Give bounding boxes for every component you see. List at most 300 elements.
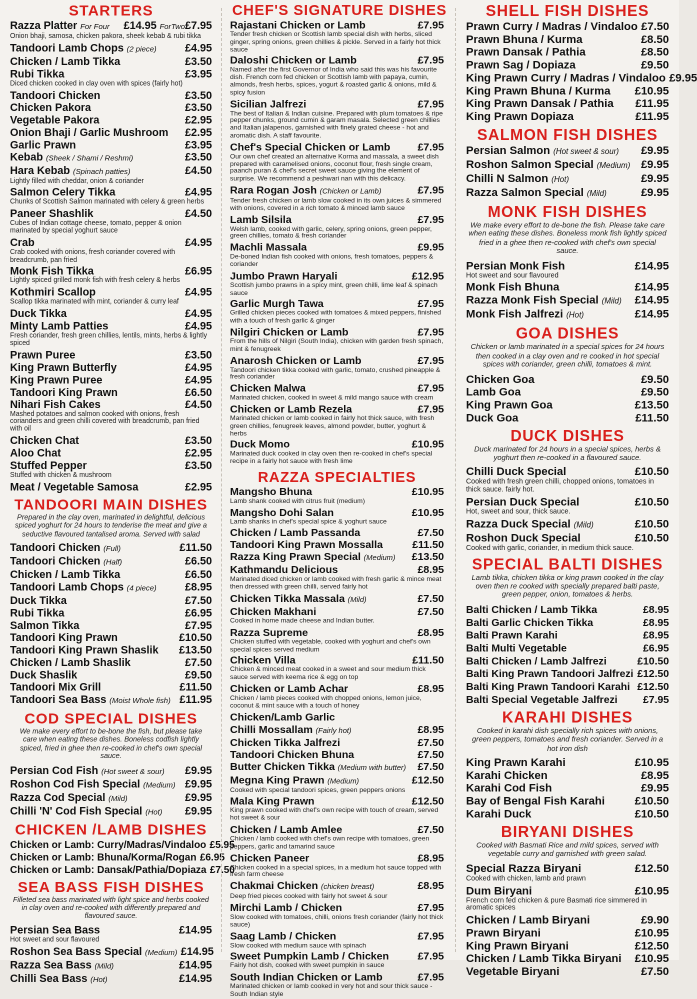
- dish-name: [230, 528, 360, 540]
- menu-item: [10, 42, 212, 56]
- dish-price: £7.50: [184, 594, 212, 608]
- dish-description: King prawn cooked with chef's own recipe with touch of cream, served hot sweet & sour: [230, 807, 439, 823]
- dish-name-text: Chicken / Lamb Amlee: [230, 824, 343, 837]
- dish-price-group: [182, 308, 212, 320]
- dish-name-text: Karahi Duck: [466, 808, 532, 821]
- dish-name-text: King Prawn Biryani: [466, 940, 569, 954]
- dish-name: [10, 792, 128, 806]
- dish-price-group: [182, 669, 212, 681]
- dish-price-group: [634, 668, 669, 681]
- dish-price-group: [631, 757, 669, 770]
- dish-name-text: Chicken / Lamb Shaslik: [10, 656, 131, 670]
- menu-item-row: [10, 556, 212, 570]
- dish-qualifier: (Mild): [347, 596, 367, 605]
- menu-item-row: [10, 435, 212, 447]
- dish-name-text: Tandoori Lamb Chops: [10, 581, 124, 594]
- dish-price: £3.50: [184, 89, 212, 102]
- dish-price: £10.95: [634, 884, 669, 898]
- dish-name-text: Tandoori Sea Bass: [10, 694, 107, 707]
- menu-item: [230, 593, 444, 606]
- menu-item: [10, 851, 225, 863]
- menu-item: [466, 795, 669, 808]
- dish-name-text: Chilli Duck Special: [466, 466, 567, 480]
- menu-item-row: [10, 89, 212, 101]
- dish-name-text: Chicken / Lamb Passanda: [230, 527, 361, 540]
- dish-price-group: [177, 946, 213, 958]
- dish-price: £11.50: [179, 681, 212, 695]
- dish-name: [10, 89, 100, 101]
- dish-price: £10.95: [411, 439, 444, 452]
- dish-price: £11.95: [635, 97, 669, 111]
- menu-item: [10, 556, 212, 570]
- dish-price-group: [414, 930, 444, 942]
- menu-item: [466, 159, 669, 173]
- dish-description: Cooked with fresh green chilli, chopped onions, tomatoes in thick sauce. fairly hot.: [466, 477, 654, 495]
- menu-item: [230, 951, 444, 971]
- menu-item: [10, 682, 212, 694]
- menu-item: [230, 185, 444, 213]
- menu-item: [230, 749, 444, 761]
- dish-price-group: [634, 655, 669, 668]
- dish-name: [466, 603, 597, 616]
- dish-qualifier: (2 piece): [126, 45, 157, 54]
- menu-item-row: [466, 642, 669, 655]
- dish-price: £12.50: [634, 940, 669, 954]
- dish-price: £12.95: [411, 270, 444, 283]
- menu-section-karahi-dishes: [466, 709, 669, 821]
- menu-item: [10, 645, 212, 657]
- dish-price-group: [408, 774, 444, 786]
- dish-name: [466, 46, 586, 59]
- menu-item-row: [466, 295, 669, 309]
- dish-price: £9.95: [640, 186, 669, 200]
- menu-item: [230, 214, 444, 241]
- dish-name-text: Chicken or Lamb: Dansak/Pathia/Dopiaza: [10, 863, 207, 875]
- dish-price-group: [634, 681, 669, 694]
- menu-item-row: [466, 518, 669, 532]
- menu-item-row: [10, 126, 212, 138]
- dish-price: £7.95: [417, 403, 444, 416]
- menu-item-row: [466, 159, 669, 173]
- dish-price: £2.95: [184, 126, 212, 139]
- dish-name-text: Tandoori Lamb Chops: [10, 42, 124, 55]
- menu-item: [466, 770, 669, 783]
- menu-item-row: [466, 616, 669, 629]
- dish-name: [466, 655, 607, 668]
- menu-item-row: [230, 711, 444, 723]
- dish-name-text: Razza Salmon Special: [466, 186, 584, 200]
- dish-name-text: Balti Garlic Chicken Tikka: [466, 616, 594, 628]
- dish-name-text: Onion Bhaji / Garlic Mushroom: [10, 126, 169, 139]
- dish-description: De-boned Indian fish cooked with onions, fresh tomatoes, peppers & coriander: [230, 253, 434, 269]
- dish-name-text: Chef's Special Chicken or Lamb: [230, 141, 391, 154]
- dish-description: Cooked with garlic, coriander, in medium thick sauce.: [466, 543, 634, 552]
- dish-price-group: [408, 507, 444, 519]
- dish-description: Deep fried pieces cooked with fairly hot sweet & sour: [230, 892, 388, 901]
- dish-price: £9.95: [640, 144, 669, 158]
- menu-item-row: [466, 282, 669, 295]
- menu-item: [466, 59, 669, 72]
- dish-name: [466, 187, 607, 201]
- dish-description: Chicken & minced meat cooked in a sweet and sour medium thick sauce served with keema rice & egg on top: [230, 666, 426, 682]
- menu-item: [230, 507, 444, 527]
- dish-name: [466, 260, 565, 273]
- menu-section-shell-fish-dishes: [466, 2, 697, 124]
- dish-price: £8.95: [643, 616, 669, 628]
- dish-name-text: Chicken or Lamb: Bhuna/Korma/Rogan: [10, 851, 197, 863]
- dish-price: £8.95: [417, 880, 444, 893]
- dish-price: £13.50: [634, 398, 669, 412]
- menu-item: [10, 607, 212, 619]
- dish-price-group: [176, 682, 212, 694]
- dish-name: [466, 927, 541, 940]
- menu-item: [466, 187, 669, 201]
- dish-name: [466, 373, 535, 386]
- dish-price-group: [637, 373, 669, 386]
- dish-name-text: Prawn Dansak / Pathia: [466, 46, 586, 60]
- menu-item-row: [230, 774, 444, 787]
- menu-item: [466, 412, 669, 425]
- menu-item: [230, 552, 444, 565]
- menu-item: [230, 972, 444, 999]
- dish-name: [466, 399, 553, 412]
- dish-name: [466, 309, 584, 323]
- dish-name-text: Chicken / Lamb Tikka: [10, 55, 121, 69]
- menu-item-row: [230, 737, 444, 749]
- dish-name: [10, 657, 131, 669]
- dish-price: £4.95: [184, 186, 212, 200]
- menu-item-row: [230, 214, 444, 226]
- dish-name-text: Jumbo Prawn Haryali: [230, 270, 338, 283]
- menu-item-row: [10, 114, 212, 126]
- menu-item: [10, 569, 212, 581]
- menu-item-row: [466, 72, 697, 85]
- menu-item-row: [10, 386, 212, 398]
- dish-name: [466, 85, 610, 98]
- dish-qualifier: (Mild): [573, 521, 594, 530]
- dish-price-group: [182, 481, 212, 493]
- menu-item: [10, 114, 212, 126]
- dish-name: [466, 518, 594, 532]
- dish-name: [10, 399, 101, 411]
- dish-name: [230, 737, 340, 749]
- dish-price-group: [632, 412, 669, 425]
- dish-name: [466, 668, 633, 681]
- menu-item-row: [466, 373, 669, 386]
- dish-description: Cooked in home made cheese and Indian butter.: [230, 617, 375, 626]
- dish-name: [466, 616, 593, 629]
- dish-price-group: [409, 540, 444, 552]
- menu-item-row: [466, 386, 669, 399]
- menu-item: [10, 165, 212, 186]
- menu-item: [466, 915, 669, 928]
- dish-name: [466, 808, 531, 821]
- dish-price: £11.95: [179, 694, 212, 707]
- menu-item: [230, 439, 444, 466]
- dish-name: [466, 386, 521, 399]
- menu-item-row: [466, 770, 669, 783]
- dish-price: £9.95: [640, 172, 669, 186]
- menu-item-row: [230, 507, 444, 519]
- dish-price-group: [182, 460, 212, 472]
- dish-qualifier: (Mild): [601, 298, 622, 307]
- dish-price: £7.95: [417, 184, 444, 197]
- dish-price-group: [414, 749, 444, 761]
- dish-price-group: [182, 237, 212, 249]
- dish-price: £6.95: [643, 641, 669, 654]
- menu-item: [466, 173, 669, 187]
- dish-qualifier: (Medium): [145, 949, 178, 957]
- dish-price: £10.50: [178, 632, 212, 645]
- dish-name-text: Chicken Tikka Massala: [230, 593, 345, 606]
- dish-name: [10, 151, 133, 165]
- menu-item-row: [10, 56, 212, 68]
- dish-name: [466, 693, 618, 706]
- dish-qualifier: (Mild): [108, 794, 128, 803]
- dish-price-group: [631, 518, 669, 531]
- dish-name: [466, 782, 552, 795]
- dish-name: [466, 282, 559, 295]
- menu-column-middle: [230, 0, 447, 999]
- menu-item-row: [10, 851, 225, 863]
- dish-name-text: Chicken Malwa: [230, 382, 306, 396]
- dish-name: [230, 749, 354, 761]
- dish-price-group: [182, 657, 212, 669]
- dish-price-group: [414, 214, 444, 226]
- dish-name-text: Chicken or Lamb Achar: [230, 683, 349, 696]
- menu-item: [10, 89, 212, 101]
- column-divider: [221, 8, 222, 952]
- dish-price-group: [182, 349, 212, 361]
- dish-name: [10, 851, 196, 863]
- section-heading: BIRYANI DISHES: [500, 823, 634, 841]
- menu-item: [466, 642, 669, 655]
- dish-price: £3.50: [184, 435, 212, 448]
- menu-item: [10, 266, 212, 286]
- dish-description: Marinated diced chicken or lamb cooked with fresh garlic & mince meat then dressed with green chilli, served fairly hot: [230, 575, 442, 592]
- dish-description: Crab cooked with onions, fresh coriander covered with breadcrumb, pan fried: [10, 248, 176, 264]
- dish-price: £14.95: [178, 924, 212, 937]
- dish-name: [10, 139, 76, 151]
- menu-item-row: [10, 308, 212, 320]
- dish-name-text: King Prawn Puree: [10, 373, 103, 387]
- section-heading: CHICKEN /LAMB DISHES: [15, 820, 207, 838]
- menu-item: [10, 460, 212, 480]
- dish-price: £7.50: [417, 606, 444, 619]
- dish-price: £9.95: [184, 805, 212, 818]
- dish-name: [466, 795, 605, 808]
- dish-name: [466, 159, 630, 173]
- dish-name-text: Karahi Chicken: [466, 769, 548, 783]
- menu-item: [10, 669, 212, 681]
- menu-item: [10, 349, 212, 361]
- menu-item-row: [466, 85, 669, 98]
- dish-name: [10, 864, 206, 876]
- dish-price: £7.50: [417, 748, 444, 762]
- menu-item: [466, 282, 669, 295]
- dish-name: [10, 581, 157, 595]
- menu-item-row: [230, 355, 444, 367]
- menu-item: [466, 668, 669, 681]
- dish-price-group: [637, 187, 669, 200]
- dish-price: £10.95: [634, 756, 669, 770]
- menu-item-row: [10, 349, 212, 361]
- dish-price-group: [632, 98, 669, 111]
- menu-item-row: [10, 946, 212, 960]
- dish-description: Marinated chicken or lamb cooked in very hot and sour thick sauce - South Indian style: [230, 982, 433, 999]
- menu-item-row: [10, 607, 212, 619]
- dish-price-group: [637, 46, 669, 59]
- menu-item-row: [466, 111, 669, 124]
- dish-price: £4.95: [184, 42, 212, 55]
- menu-item: [466, 782, 669, 795]
- dish-name: [10, 569, 120, 581]
- dish-description: Cooked with special tandoori spices, green peppers onions: [230, 786, 406, 795]
- menu-item: [10, 620, 212, 632]
- dish-qualifier: (Mild): [94, 962, 114, 971]
- section-intro: Chicken or lamb marinated in a special spices for 24 hours then cooked in a clay oven and re cooked in hot special spices with coriander, green chilli, tomatoes & mint.: [470, 343, 665, 370]
- menu-item: [10, 946, 212, 960]
- dish-price-group: [182, 556, 212, 568]
- menu-item: [230, 270, 444, 297]
- dish-description: Lamb shanks in chef's special spice & yoghurt sauce: [230, 517, 387, 526]
- menu-item: [10, 68, 212, 88]
- dish-name-text: Roshon Duck Special: [466, 532, 581, 545]
- dish-price-group: [637, 34, 669, 47]
- menu-item: [10, 399, 212, 434]
- dish-name-text: Chilli Sea Bass: [10, 972, 88, 986]
- menu-item: [10, 925, 212, 945]
- section-heading: SPECIAL BALTI DISHES: [472, 555, 663, 573]
- dish-name-text: Saag Lamb / Chicken: [230, 930, 337, 943]
- menu-item: [230, 142, 444, 184]
- dish-price-group: [631, 295, 669, 308]
- dish-price: £7.95: [417, 98, 444, 111]
- menu-item: [466, 260, 669, 281]
- menu-item-row: [466, 399, 669, 412]
- dish-price-group: [182, 764, 212, 776]
- section-intro: Lamb tikka, chicken tikka or king prawn cooked in the clay oven then re cooked with specially prepared balti paste, green pepper, onion, tomatoes & herbs.: [471, 573, 664, 600]
- dish-name: [466, 953, 622, 966]
- dish-name-text: Rubi Tikka: [10, 68, 65, 81]
- dish-price-group: [414, 593, 444, 605]
- section-heading: TANDOORI MAIN DISHES: [14, 495, 208, 513]
- menu-item: [230, 540, 444, 552]
- dish-name-text: Chicken / Lamb Biryani: [466, 914, 590, 928]
- dish-name-text: Mala King Prawn: [230, 796, 315, 809]
- dish-description: Scallop tikka marinated with mint, coriander & curry leaf: [10, 298, 179, 307]
- dish-name-text: Monk Fish Jalfrezi: [466, 308, 564, 322]
- dish-name-text: Balti Chicken / Lamb Tikka: [466, 603, 598, 616]
- dish-name-text: Balti Chicken / Lamb Jalfrezi: [466, 654, 607, 667]
- dish-name-text: Duck Tikka: [10, 594, 67, 608]
- dish-name-text: Rajastani Chicken or Lamb: [230, 19, 366, 32]
- dish-price: £8.95: [417, 626, 444, 640]
- menu-item: [230, 565, 444, 592]
- dish-description: Cubes of Indian cottage cheese, tomato, pepper & onion marinated by special yoghurt sauce: [10, 219, 182, 235]
- dish-price-group: [640, 693, 669, 706]
- menu-item-row: [466, 668, 669, 681]
- dish-price: £14.95: [178, 959, 212, 972]
- dish-name: [10, 114, 99, 126]
- dish-name-text: Chicken Tikka Jalfrezi: [230, 736, 341, 749]
- dish-name: [10, 778, 175, 792]
- menu-item-row: [466, 629, 669, 642]
- menu-item-row: [10, 151, 212, 165]
- section-heading: DUCK DISHES: [510, 426, 625, 445]
- menu-item: [230, 355, 444, 382]
- dish-name: [230, 98, 306, 110]
- dish-name: [230, 761, 406, 774]
- dish-price: £2.95: [184, 481, 212, 494]
- menu-item: [230, 655, 444, 682]
- dish-description: Hot, sweet and sour, thick sauce.: [466, 507, 571, 517]
- dish-name-text: Aloo Chat: [10, 447, 61, 460]
- dish-description: Lightly filled with cheddar, onion & coriander: [10, 177, 144, 185]
- dish-price-group: [182, 620, 212, 632]
- dish-name: [10, 620, 79, 632]
- dish-name-text: Mangsho Dohi Salan: [230, 506, 334, 519]
- dish-price: £7.95: [417, 213, 444, 227]
- dish-qualifier: (Hot): [566, 312, 584, 321]
- dish-qualifier: (Chicken or Lamb): [319, 187, 382, 196]
- dish-qualifier: For Four: [80, 23, 110, 32]
- dish-price: £4.95: [184, 236, 212, 250]
- dish-price-group: [182, 362, 212, 374]
- dish-name: [466, 885, 532, 898]
- section-intro: Cooked with Basmati Rice and mild spices, served with vegetable curry and garnished with green salad.: [476, 841, 659, 859]
- dish-name: [10, 946, 177, 960]
- dish-price-group: [640, 603, 669, 616]
- dish-name-text: Dum Biryani: [466, 884, 533, 898]
- dish-name: [466, 72, 666, 85]
- menu-item-row: [10, 632, 212, 644]
- dish-name: [10, 386, 118, 398]
- dish-price-group: [637, 782, 669, 795]
- dish-name: [466, 757, 566, 770]
- dish-name-text: Sweet Pumpkin Lamb / Chicken: [230, 951, 390, 964]
- dish-name-text: Bay of Bengal Fish Karahi: [466, 795, 605, 809]
- menu-item-row: [466, 21, 669, 34]
- dish-name-text: Chicken or Lamb: Curry/Madras/Vindaloo: [10, 838, 207, 851]
- menu-item-row: [10, 569, 212, 581]
- dish-name-text: Minty Lamb Patties: [10, 320, 109, 333]
- dish-description: Chicken stuffed with vegetable, cooked with yoghurt and chef's own special spices served medium: [230, 637, 431, 654]
- dish-description: Tender fresh chicken or Scottish lamb special dish with herbs, sliced ginger, spring onions, green chillies & pickle. Served in a fairly hot thick sauce: [230, 30, 441, 54]
- dish-name: [230, 852, 309, 864]
- dish-name-text: King Prawn Dansak / Pathia: [466, 97, 614, 111]
- dish-price-group: [637, 966, 669, 979]
- dish-name-text: Roshon Cod Fish Special: [10, 777, 141, 791]
- dish-name: [10, 805, 162, 819]
- dish-name-text: Mangsho Bhuna: [230, 486, 313, 499]
- dish-price-group: [182, 208, 212, 220]
- dish-price: £4.95: [184, 308, 212, 321]
- menu-item: [466, 616, 669, 629]
- menu-item: [10, 20, 212, 41]
- dish-price-group: [176, 694, 212, 706]
- dish-price: £9.95: [184, 777, 212, 791]
- dish-description: Named after the first Governor of India who said this was his favourite dish. French corn fed chicken or Scottish lamb with papaya, cumin, almonds, fresh herbs, spices, yogurt & roasted garlic & onions, mild & spicy fusion: [230, 66, 437, 97]
- dish-description: Lightly spiced grilled monk fish with fresh celery & herbs: [10, 276, 180, 285]
- dish-price: £12.50: [634, 862, 669, 876]
- dish-price: £9.50: [640, 373, 669, 386]
- dish-name-text: South Indian Chicken or Lamb: [230, 971, 383, 984]
- dish-name: [230, 593, 367, 606]
- dish-price: £7.50: [641, 20, 670, 34]
- dish-description: Lamb shank cooked with citrus fruit (medium): [230, 497, 365, 505]
- menu-item-row: [10, 682, 212, 694]
